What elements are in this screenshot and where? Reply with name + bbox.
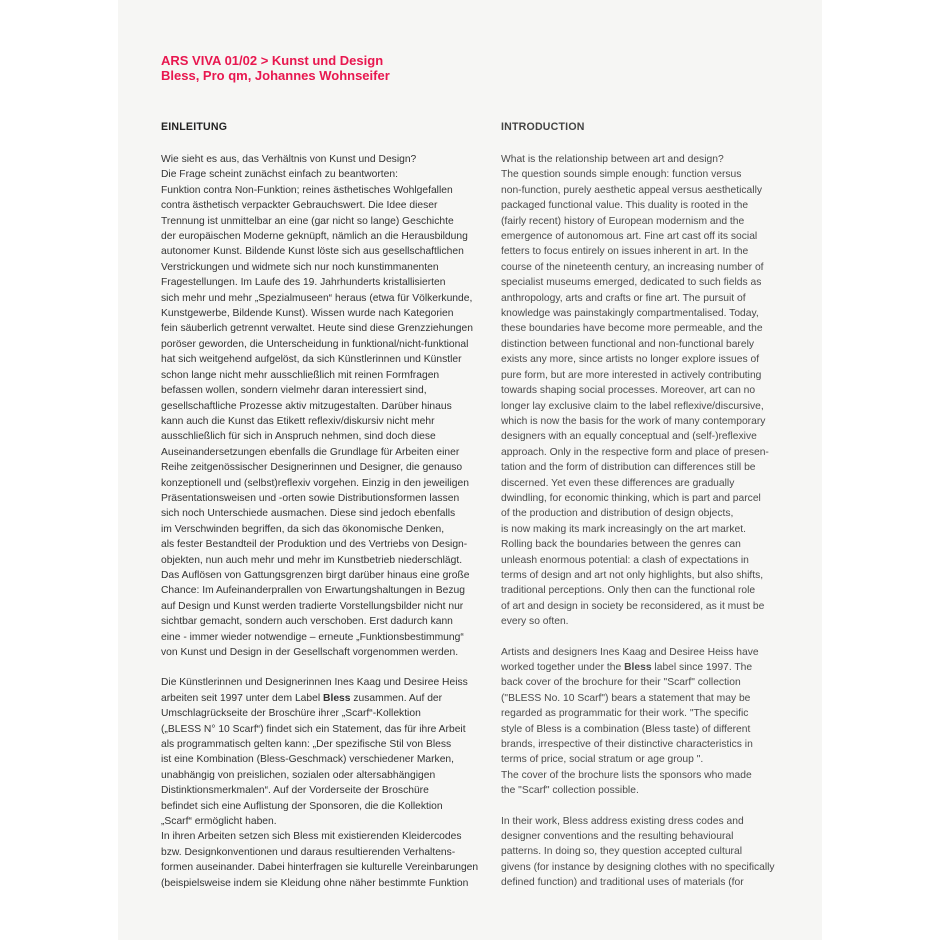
german-text-line: autonomer Kunst. Bildende Kunst löste sich aus gesellschaftlichen [161,246,464,258]
german-text-line: auf Design und Kunst werden tradierte Vorstellungsbilder nicht nur [161,600,464,612]
german-text-line: formen auseinander. Dabei hinterfragen sie kulturelle Vereinbarungen [161,862,479,874]
english-text-line: designers with an equally conceptual and (self-)reflexive [501,431,757,443]
german-text-line: Die Frage scheint zunächst einfach zu beantworten: [161,169,398,181]
english-text-line: style of Bless is a combination (Bless taste) of different [501,723,751,735]
english-text-line: towards shaping social processes. Moreover, art can no [501,385,756,397]
english-text-line: of the production and distribution of design objects, [501,508,734,520]
german-paragraph [161,152,497,660]
page-header [161,53,390,83]
german-text-line: Kunstgewerbe, Bildende Kunst). Wissen wurde nach Kategorien [161,308,454,320]
german-text-line: („BLESS N° 10 Scarf“) findet sich ein Statement, das für ihre Arbeit [161,723,466,735]
english-text-line: exists any more, since artists no longer explore issues of [501,354,760,366]
english-text-line: these boundaries have become more permeable, and the [501,323,763,335]
german-text-line: befindet sich eine Auflistung der Sponsoren, die die Kollektion [161,800,443,812]
german-text-line: bzw. Designkonventionen und daraus resultierenden Verhaltens- [161,846,456,858]
english-text-line: The question sounds simple enough: function versus [501,169,742,181]
english-text-line: In their work, Bless address existing dress codes and [501,815,744,827]
english-text-line: regarded as programmatic for their work. "The specific [501,708,749,720]
german-text-line: der europäischen Moderne geknüpft, nämlich an die Herausbildung [161,231,468,243]
english-heading: INTRODUCTION [501,121,585,133]
german-text-line: befassen wollen, sondern vielmehr daran interessiert sind, [161,385,427,397]
english-text-line: designer conventions and the resulting behavioural [501,831,734,843]
german-text-line: von Kunst und Design in der Gesellschaft vorgenommen werden. [161,647,459,658]
english-text-line: anthropology, arts and crafts or fine art. The pursuit of [501,292,746,304]
english-text-line: packaged functional value. This duality is rooted in the [501,200,749,212]
english-text-line: emergence of autonomous art. Fine art cast off its social [501,231,758,243]
english-text-line: every so often. [501,616,569,628]
german-text-line: Die Künstlerinnen und Designerinnen Ines Kaag und Desiree Heiss [161,677,468,689]
german-text-line: Das Auflösen von Gattungsgrenzen birgt darüber hinaus eine große [161,569,470,581]
german-text-line: eine - immer wieder notwendige – erneute „Funktionsbestimmung“ [161,631,464,643]
english-text-line: dwindling, for economic thinking, which is part and parcel [501,492,761,504]
english-text-line: brands, irrespective of their distinctive characteristics in [501,739,753,751]
german-text-line: sich mehr und mehr „Spezialmuseen“ heraus (etwa für Völkerkunde, [161,292,473,304]
english-text-line: (fairly recent) history of European modernism and the [501,215,745,227]
english-text-line: non-function, purely aesthetic appeal versus aesthetically [501,184,763,196]
english-text-line: of art and design in society be reconsidered, as it must be [501,600,765,612]
outer-margin-left [0,0,118,940]
german-text-line: objekten, nun auch mehr und mehr im Kunstbetrieb niederschlägt. [161,554,463,566]
german-text-line: unabhängig von preislichen, sozialen oder altersabhängigen [161,769,436,781]
english-text-line: worked together under the Bless label since 1997. The [501,662,753,673]
english-text-line: unleash enormous potential: a clash of expectations in [501,554,749,566]
english-text-line: is now making its mark increasingly on the art market. [501,523,746,535]
english-text-line: traditional perceptions. Only then can the functional role [501,585,756,597]
german-text-line: Wie sieht es aus, das Verhältnis von Kunst und Design? [161,154,417,165]
english-text-line: which is now the basis for the work of many contemporary [501,415,766,427]
english-text-line: terms of price, social stratum or age group ". [501,754,704,766]
german-text-line: (beispielsweise indem sie Kleidung ohne näher bestimmte Funktion [161,877,469,889]
english-text-line: The cover of the brochure lists the sponsors who made [501,769,752,781]
german-text-line: Trennung ist unmittelbar an eine (gar nicht so lange) Geschichte [161,215,454,227]
english-text-line: Rolling back the boundaries between the genres can [501,539,741,551]
english-text-line: discerned. Yet even these differences are gradually [501,477,735,489]
german-text-line: gesellschaftliche Prozesse aktiv mitzugestalten. Darüber hinaus [161,400,452,412]
german-text-line: Reihe zeitgenössischer Designerinnen und Designer, die genauso [161,462,463,474]
english-text-line: defined function) and traditional uses of materials (for [501,877,744,889]
german-text-line: als programmatisch gelten kann: „Der spezifische Stil von Bless [161,739,452,751]
german-text-line: poröser geworden, die Unterscheidung in funktional/nicht-funktional [161,338,469,350]
english-text-line: distinction between functional and non-functional barely [501,338,755,350]
english-text-line: longer lay exclusive claim to the label reflexive/discursive, [501,400,764,412]
header-line-1: ARS VIVA 01/02 > Kunst und Design [161,53,384,68]
english-text-line: specialist museums emerged, dedicated to such fields as [501,277,762,289]
english-text-line: patterns. In doing so, they question accepted cultural [501,846,742,858]
german-text-line: konzeptionell und (selbst)reflexiv vorgehen. Einzig in den jeweiligen [161,477,469,489]
german-text-line: Umschlagrückseite der Broschüre ihrer „Scarf“-Kollektion [161,708,421,720]
english-text-line: ("BLESS No. 10 Scarf") bears a statement that may be [501,692,751,704]
german-text-line: schon lange nicht mehr ausschließlich mit reinen Formfragen [161,369,440,381]
english-text-line: the "Scarf" collection possible. [501,785,639,797]
german-text-line: arbeiten seit 1997 unter dem Label Bless zusammen. Auf der [161,692,443,704]
english-text-line: terms of design and art not only highlights, but also shifts, [501,569,764,581]
german-text-line: Fragestellungen. Im Laufe des 19. Jahrhunderts kristallisierten [161,277,446,289]
german-text-line: sichtbar gemacht, sondern auch verschoben. Erst dadurch kann [161,616,453,628]
german-text-line: als fester Bestandteil der Produktion und des Vertriebs von Design- [161,539,468,551]
german-text-line: Distinktionsmerkmalen“. Auf der Vorderseite der Broschüre [161,785,429,797]
german-text-line: kann auch die Kunst das Etikett reflexiv/diskursiv nicht mehr [161,415,435,427]
german-text-line: hat sich weitgehend aufgelöst, da sich Künstlerinnen und Künstler [161,354,462,366]
english-paragraph [501,645,779,799]
german-text-line: fein säuberlich getrennt verwaltet. Heute sind diese Grenzziehungen [161,323,473,335]
german-text-line: Funktion contra Non-Funktion; reines ästhetisches Wohlgefallen [161,184,453,196]
german-text-line: contra ästhetisch verpackter Gebrauchswert. Die Idee dieser [161,200,438,212]
german-text-line: Verstrickungen und widmete sich nur noch kunstimmanenten [161,261,439,273]
english-text-line: What is the relationship between art and design? [501,154,724,165]
english-text-line: knowledge was painstakingly compartmentalised. Today, [501,308,759,320]
german-text-line: Chance: Im Aufeinanderprallen von Erwartungshaltungen in Bezug [161,585,465,597]
english-body [501,152,779,891]
english-text-line: fetters to focus entirely on issues inherent in art. In the [501,246,749,258]
german-text-line: ausschließlich für sich in Anspruch nehmen, sind doch diese [161,431,436,443]
english-text-line: back cover of the brochure for their "Scarf" collection [501,677,741,689]
german-text-line: im Verschwinden begriffen, da sich das ökonomische Denken, [161,523,445,535]
german-text-line: „Scarf“ ermöglicht haben. [161,816,277,828]
english-column [501,121,779,906]
german-text-line: sich noch Unterschiede ausmachen. Diese sind jedoch ebenfalls [161,508,456,520]
english-text-line: course of the nineteenth century, an increasing number of [501,261,764,273]
english-text-line: approach. Only in the respective form and place of presen- [501,446,769,458]
outer-margin-right [822,0,940,940]
german-paragraph [161,675,497,891]
german-column [161,121,497,906]
german-text-line: Auseinandersetzungen ebenfalls die Grundlage für Arbeiten einer [161,446,460,458]
english-paragraph [501,814,779,891]
header-line-2: Bless, Pro qm, Johannes Wohnseifer [161,68,390,83]
german-heading: EINLEITUNG [161,121,228,133]
english-paragraph [501,152,779,630]
english-text-line: tation and the form of distribution can differences still be [501,462,756,474]
german-body [161,152,497,891]
german-text-line: ist eine Kombination (Bless-Geschmack) verschiedener Marken, [161,754,455,766]
english-text-line: Artists and designers Ines Kaag and Desiree Heiss have [501,646,759,658]
german-text-line: In ihren Arbeiten setzen sich Bless mit existierenden Kleidercodes [161,831,462,843]
english-text-line: pure form, but are more interested in actively contributing [501,369,762,381]
english-text-line: givens (for instance by designing clothes with no specifically [501,861,775,873]
german-text-line: Präsentationsweisen und -orten sowie Distributionsformen lassen [161,492,460,504]
